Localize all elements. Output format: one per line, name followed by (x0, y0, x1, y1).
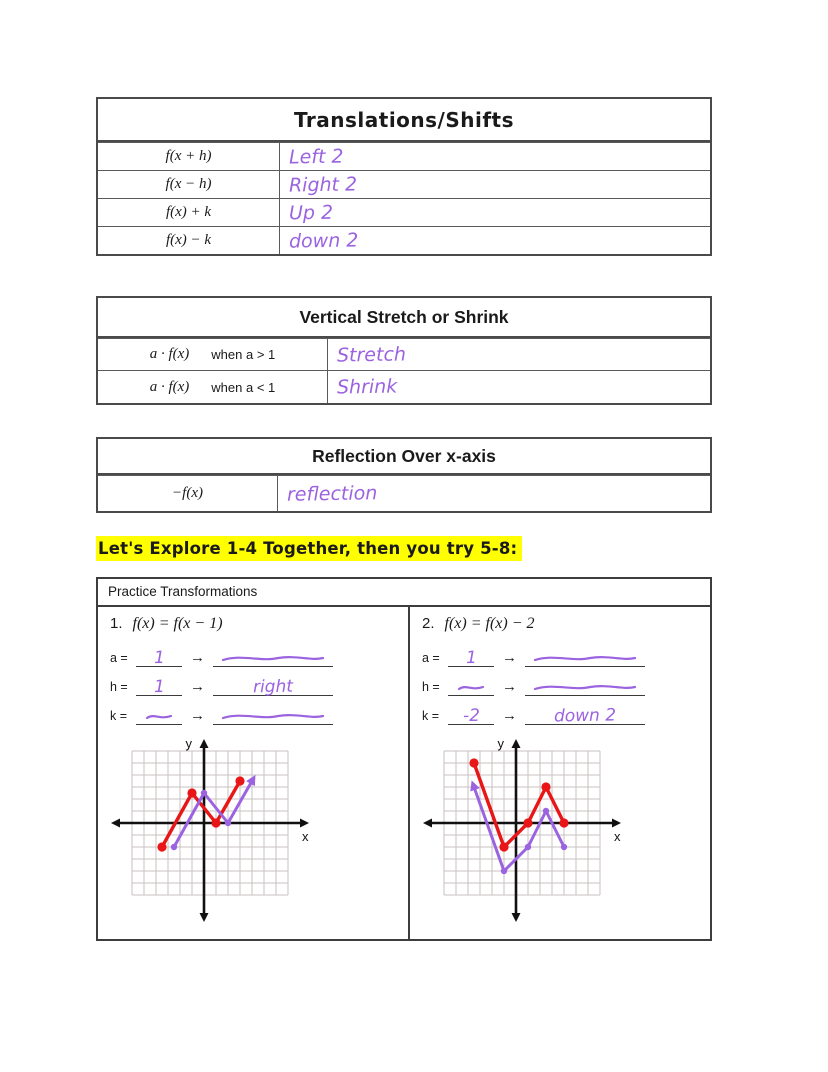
table-row (98, 338, 710, 370)
note-blank (213, 674, 333, 696)
formula-cell: −f(x) (98, 476, 278, 511)
answer-cell (280, 171, 710, 198)
highlighted-heading-text: Let's Explore 1-4 Together, then you try 5-8: (96, 536, 522, 561)
handwritten-answer: down 2 (288, 228, 359, 253)
handwritten-scribble (533, 652, 637, 664)
handwritten-answer: reflection (286, 481, 378, 506)
problem-number: 1. (110, 615, 123, 632)
answer-field-row (110, 699, 402, 725)
handwritten-value: 1 (153, 676, 165, 698)
field-label: k = (110, 709, 128, 723)
handwritten-scribble (221, 710, 325, 722)
value-blank (136, 703, 182, 725)
handwritten-scribble (457, 681, 485, 693)
highlighted-heading (96, 539, 522, 559)
answer-field-row (110, 641, 402, 667)
formula-text: a · f(x) (149, 378, 190, 395)
note-blank (213, 645, 333, 667)
practice-columns (98, 607, 710, 941)
problem-1-panel (98, 607, 410, 941)
arrow-glyph: → (502, 649, 517, 666)
original-series-line (474, 763, 564, 847)
problem-statement (422, 615, 704, 633)
answer-field-row (422, 670, 704, 696)
problem-formula: f(x) = f(x) − 2 (444, 615, 535, 632)
formula-cell: f(x − h) (98, 171, 280, 198)
answer-cell (280, 199, 710, 226)
graph-2 (422, 737, 704, 927)
arrow-glyph: → (502, 678, 517, 695)
graph-1 (110, 737, 402, 927)
transformed-series-points (171, 775, 256, 850)
y-axis-label: y (185, 737, 192, 751)
table-row (98, 142, 710, 170)
handwritten-note: right (252, 676, 294, 698)
answer-fields (422, 641, 704, 725)
value-blank (136, 674, 182, 696)
formula-cell (98, 339, 328, 370)
note-blank (525, 645, 645, 667)
formula-cell: f(x + h) (98, 143, 280, 170)
value-blank (448, 674, 494, 696)
answer-fields (110, 641, 402, 725)
reflection-table (96, 437, 712, 513)
field-label: a = (422, 651, 440, 665)
arrow-glyph: → (190, 678, 205, 695)
note-blank (525, 703, 645, 725)
note-blank (213, 703, 333, 725)
value-blank (136, 645, 182, 667)
answer-cell (280, 143, 710, 170)
note-blank (525, 674, 645, 696)
table-row (98, 170, 710, 198)
answer-cell (280, 227, 710, 254)
handwritten-value: 1 (465, 647, 477, 669)
formula-cell (98, 371, 328, 403)
handwritten-scribble (145, 710, 173, 722)
stretch-shrink-table-title: Vertical Stretch or Shrink (98, 298, 710, 338)
x-axis-label: x (614, 829, 621, 844)
handwritten-note: down 2 (553, 705, 617, 727)
table-row (98, 226, 710, 254)
table-row (98, 198, 710, 226)
answer-cell (278, 476, 710, 511)
practice-header: Practice Transformations (98, 579, 710, 607)
arrow-glyph: → (190, 649, 205, 666)
graph-svg (422, 737, 634, 927)
field-label: a = (110, 651, 128, 665)
arrow-glyph: → (190, 707, 205, 724)
problem-formula: f(x) = f(x − 1) (132, 615, 223, 632)
handwritten-answer: Right 2 (288, 172, 358, 197)
handwritten-answer: Up 2 (288, 201, 334, 224)
x-axis-label: x (302, 829, 309, 844)
stretch-shrink-table (96, 296, 712, 405)
translations-table-title: Translations/Shifts (98, 99, 710, 142)
answer-field-row (110, 670, 402, 696)
graph-svg (110, 737, 322, 927)
condition-text: when a < 1 (211, 379, 276, 395)
problem-number: 2. (422, 615, 435, 632)
answer-field-row (422, 699, 704, 725)
handwritten-scribble (533, 681, 637, 693)
handwritten-answer: Stretch (336, 342, 407, 367)
formula-text: a · f(x) (149, 346, 190, 362)
arrow-glyph: → (502, 707, 517, 724)
field-label: h = (422, 680, 440, 694)
field-label: k = (422, 709, 440, 723)
answer-cell (328, 339, 710, 370)
handwritten-answer: Shrink (336, 375, 398, 399)
table-row (98, 370, 710, 403)
condition-text: when a > 1 (211, 347, 276, 362)
practice-box (96, 577, 712, 941)
problem-statement (110, 615, 402, 633)
formula-cell: f(x) + k (98, 199, 280, 226)
answer-field-row (422, 641, 704, 667)
translations-table (96, 97, 712, 256)
value-blank (448, 645, 494, 667)
handwritten-scribble (221, 652, 325, 664)
handwritten-answer: Left 2 (288, 145, 344, 168)
x-axis (111, 819, 309, 828)
formula-cell: f(x) − k (98, 227, 280, 254)
field-label: h = (110, 680, 128, 694)
handwritten-value: 1 (153, 647, 165, 669)
handwritten-value: -2 (462, 705, 480, 727)
table-row (98, 475, 710, 511)
x-axis (423, 819, 621, 828)
y-axis-label: y (497, 737, 504, 751)
answer-cell (328, 371, 710, 403)
problem-2-panel (410, 607, 710, 941)
value-blank (448, 703, 494, 725)
reflection-table-title: Reflection Over x-axis (98, 439, 710, 475)
